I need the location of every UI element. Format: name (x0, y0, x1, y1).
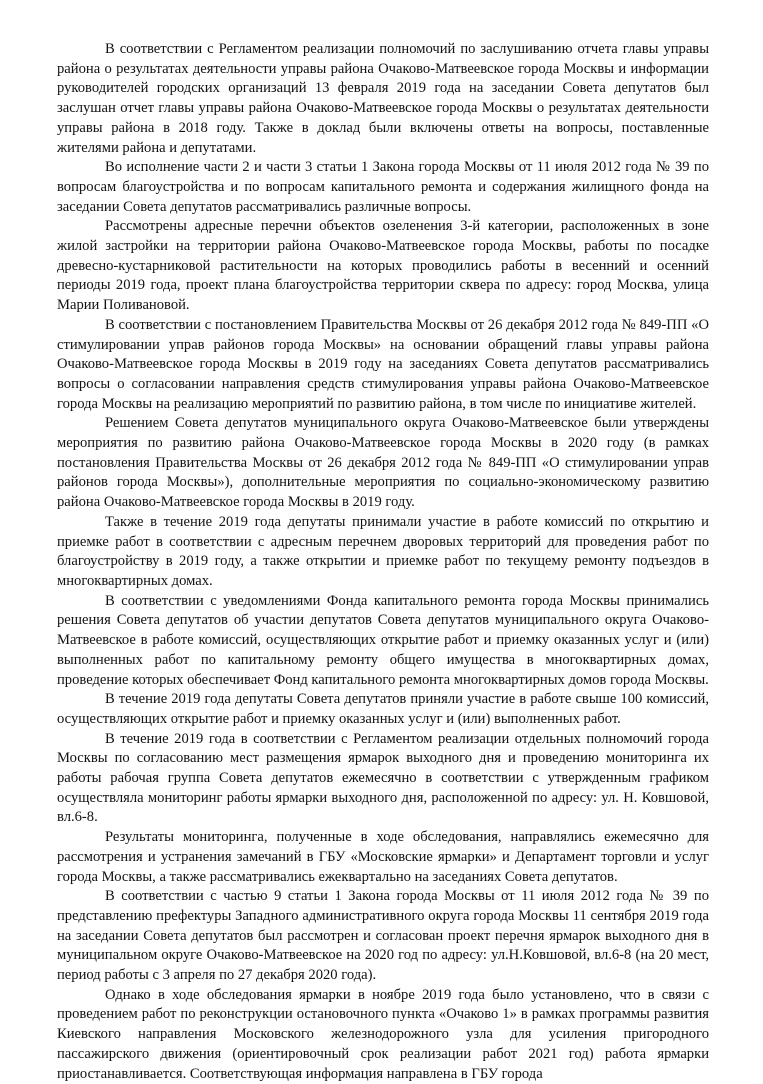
paragraph-capital-repair-fund: В соответствии с уведомлениями Фонда капитального ремонта города Москвы принимались решения Совета депутатов об участии депутатов Совета депутатов муниципального округа Очаково-Матвеевское в работе комиссий, осуществляющих открытие работ и приемку оказанных услуг и (или) выполненных работ по капитальному ремонту общего имущества в многоквартирных домах, проведение которых обеспечивает Фонд капитального ремонта многоквартирных домов города Москвы. (57, 592, 709, 688)
paragraph-fair-suspension: Однако в ходе обследования ярмарки в ноябре 2019 года было установлено, что в связи с проведением работ по реконструкции остановочного пункта «Очаково 1» в рамках программы развития Киевского направления Московского железнодорожного узла для усиления пригородного пассажирского движения (ориентировочный срок реализации работ 2021 год) работа ярмарки приостанавливается. Соответствующая информация направлена в ГБУ города (57, 986, 709, 1082)
paragraph-monitoring-results: Результаты мониторинга, полученные в ходе обследования, направлялись ежемесячно для рассмотрения и устранения замечаний в ГБУ «Московские ярмарки» и Департамент торговли и услуг города Москвы, а также рассматривались ежеквартально на заседаниях Совета депутатов. (57, 829, 709, 885)
paragraph-greening-lists: Рассмотрены адресные перечни объектов озеленения 3-й категории, расположенных в зоне жилой застройки на территории района Очаково-Матвеевское города Москвы, работы по посадке древесно-кустарниковой растительности на которых проводились работы в весенний и осенний периоды 2019 года, проект плана благоустройства территории сквера по адресу: город Москва, улица Марии Поливановой. (57, 218, 709, 314)
paragraph-fair-monitoring: В течение 2019 года в соответствии с Регламентом реализации отдельных полномочий города Москвы по согласованию мест размещения ярмарок выходного дня и проведению мониторинга их работы рабочая группа Совета депутатов ежемесячно в соответствии с утвержденным графиком осуществляла мониторинг работы ярмарки выходного дня, расположенной по адресу: ул. Н. Ковшовой, вл.6-8. (57, 730, 709, 826)
paragraph-law-execution: Во исполнение части 2 и части 3 статьи 1 Закона города Москвы от 11 июля 2012 года № 39 по вопросам благоустройства и по вопросам капитального ремонта и содержания жилищного фонда на заседании Совета депутатов рассматривались различные вопросы. (57, 159, 709, 215)
paragraph-development-measures: Решением Совета депутатов муниципального округа Очаково-Матвеевское были утверждены мероприятия по развитию района Очаково-Матвеевское города Москвы в 2020 году (в рамках постановления Правительства Москвы от 26 декабря 2012 года № 849-ПП «О стимулировании управ районов города Москвы»), дополнительные мероприятия по социально-экономическому развитию района Очаково-Матвеевское города Москвы в 2019 году. (57, 415, 709, 511)
document-page (57, 40, 709, 1084)
paragraph-fair-list-approval: В соответствии с частью 9 статьи 1 Закона города Москвы от 11 июля 2012 года № 39 по представлению префектуры Западного административного округа города Москвы 11 сентября 2019 года на заседании Совета депутатов был рассмотрен и согласован проект перечня ярмарок выходного дня в муниципальном округе Очаково-Матвеевское на 2020 год по адресу: ул.Н.Ковшовой, вл.6-8 (на 20 мест, период работы с 3 апреля по 27 декабря 2020 года). (57, 888, 709, 984)
paragraph-stimulation-funds: В соответствии с постановлением Правительства Москвы от 26 декабря 2012 года № 849-ПП «О стимулировании управ районов города Москвы» на основании обращений главы управы района Очаково-Матвеевское города Москвы в 2019 году на заседаниях Совета депутатов рассматривались вопросы о согласовании направления средств стимулирования управы района Очаково-Матвеевское города Москвы на реализацию мероприятий по развитию района, в том числе по инициативе жителей. (57, 316, 709, 412)
paragraph-report-hearing: В соответствии с Регламентом реализации полномочий по заслушиванию отчета главы управы района о результатах деятельности управы района Очаково-Матвеевское города Москвы и информации руководителей городских организаций 13 февраля 2019 года на заседании Совета депутатов был заслушан отчет главы управы района Очаково-Матвеевское города Москвы о результатах деятельности управы района в 2018 году. Также в доклад были включены ответы на вопросы, поставленные жителями района и депутатами. (57, 41, 709, 156)
paragraph-commission-participation: Также в течение 2019 года депутаты принимали участие в работе комиссий по открытию и приемке работ в соответствии с адресным перечнем дворовых территорий для проведения работ по благоустройству в 2019 году, а также открытии и приемке работ по текущему ремонту подъездов в многоквартирных домах. (57, 513, 709, 589)
paragraph-commission-count: В течение 2019 года депутаты Совета депутатов приняли участие в работе свыше 100 комиссий, осуществляющих открытие работ и приемку оказанных услуг и (или) выполненных работ. (57, 691, 709, 727)
